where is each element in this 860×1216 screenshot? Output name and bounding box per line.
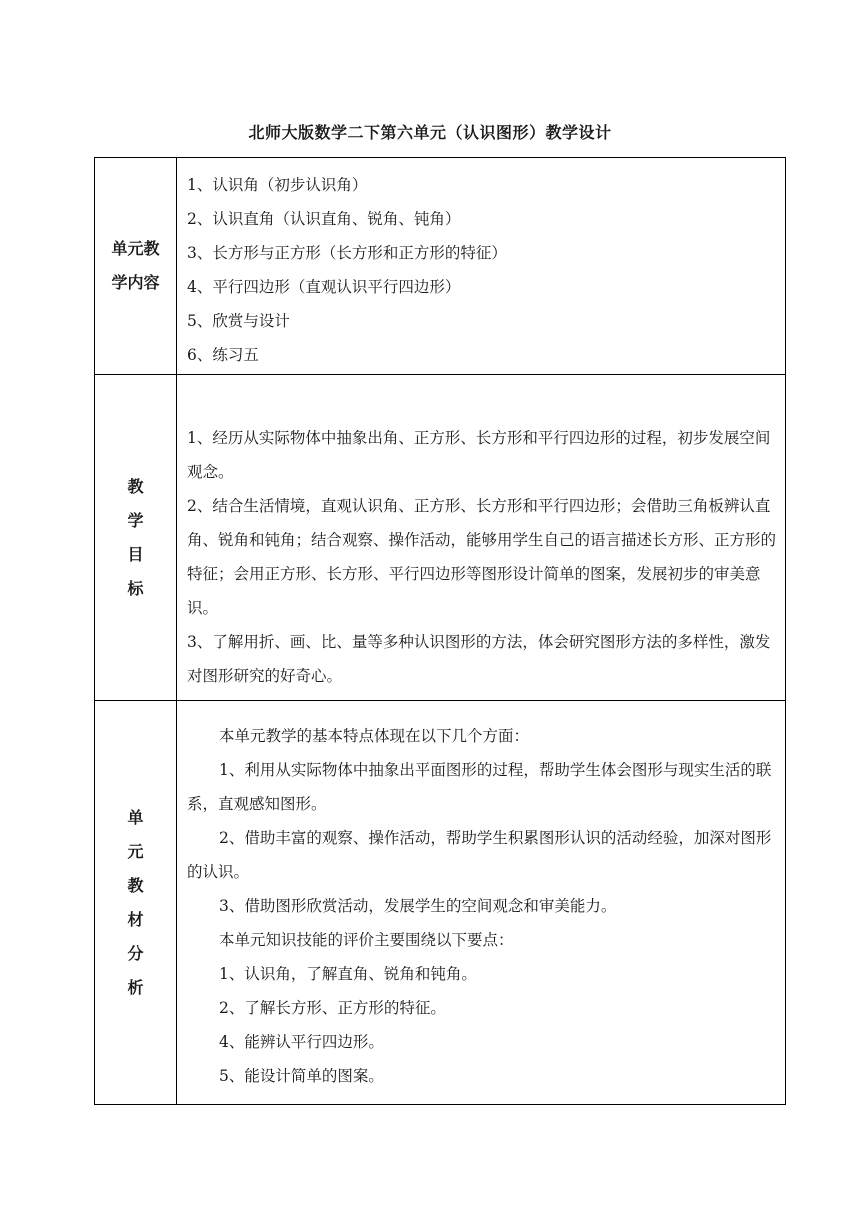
row-content-cell bbox=[177, 701, 786, 1105]
table-row bbox=[95, 701, 786, 1105]
content-line: 2、认识直角（认识直角、锐角、钝角） bbox=[187, 210, 461, 228]
row-label-line: 单元教 bbox=[111, 239, 160, 258]
lesson-plan-table bbox=[94, 157, 786, 1105]
table-row bbox=[95, 375, 786, 701]
content-paragraph: 1、认识角，了解直角、锐角和钝角。 bbox=[219, 965, 477, 983]
content-paragraph: 本单元教学的基本特点体现在以下几个方面： bbox=[219, 727, 530, 745]
row-label-cell bbox=[95, 375, 177, 701]
content-paragraph: 4、能辨认平行四边形。 bbox=[219, 1033, 384, 1051]
row-label-line: 学 bbox=[127, 510, 144, 530]
content-paragraph: 3、借助图形欣赏活动，发展学生的空间观念和审美能力。 bbox=[219, 897, 617, 915]
content-line: 3、长方形与正方形（长方形和正方形的特征） bbox=[187, 244, 507, 262]
row-label-line: 教 bbox=[127, 476, 144, 496]
document-title: 北师大版数学二下第六单元（认识图形）教学设计 bbox=[248, 123, 612, 142]
content-paragraph: 3、了解用折、画、比、量等多种认识图形的方法，体会研究图形方法的多样性，激发对图形研究的好奇心。 bbox=[187, 633, 771, 685]
row-label-line: 目 bbox=[127, 544, 144, 564]
content-line: 4、平行四边形（直观认识平行四边形） bbox=[187, 278, 461, 296]
content-paragraph: 本单元知识技能的评价主要围绕以下要点： bbox=[219, 931, 514, 949]
content-paragraph: 1、利用从实际物体中抽象出平面图形的过程，帮助学生体会图形与现实生活的联系，直观感知图形。 bbox=[187, 761, 772, 813]
content-paragraph: 2、借助丰富的观察、操作活动，帮助学生积累图形认识的活动经验，加深对图形的认识。 bbox=[187, 829, 772, 881]
row-label-line: 分 bbox=[127, 943, 144, 963]
row-label-line: 材 bbox=[127, 909, 144, 929]
row-label-line: 教 bbox=[127, 875, 144, 895]
row-label-line: 析 bbox=[127, 977, 144, 997]
content-paragraph: 1、经历从实际物体中抽象出角、正方形、长方形和平行四边形的过程，初步发展空间观念。 bbox=[187, 429, 771, 481]
table-row bbox=[95, 158, 786, 375]
row-content-cell bbox=[177, 158, 786, 375]
row-content-cell bbox=[177, 375, 786, 701]
row-label-line: 学内容 bbox=[111, 273, 160, 292]
content-paragraph: 2、了解长方形、正方形的特征。 bbox=[219, 999, 446, 1017]
row-label-line: 标 bbox=[127, 578, 144, 598]
content-line: 1、认识角（初步认识角） bbox=[187, 176, 368, 194]
row-label-line: 元 bbox=[127, 841, 144, 861]
content-line: 5、欣赏与设计 bbox=[187, 312, 290, 330]
content-paragraph: 2、结合生活情境，直观认识角、正方形、长方形和平行四边形；会借助三角板辨认直角、锐角和钝角；结合观察、操作活动，能够用学生自己的语言描述长方形、正方形的特征；会用正方形、长方形、平行四边形等图形设计简单的图案，发展初步的审美意识。 bbox=[187, 497, 777, 617]
content-line: 6、练习五 bbox=[187, 346, 259, 364]
row-label-cell bbox=[95, 158, 177, 375]
row-label-cell bbox=[95, 701, 177, 1105]
row-label-line: 单 bbox=[127, 807, 144, 827]
content-paragraph: 5、能设计简单的图案。 bbox=[219, 1067, 384, 1085]
